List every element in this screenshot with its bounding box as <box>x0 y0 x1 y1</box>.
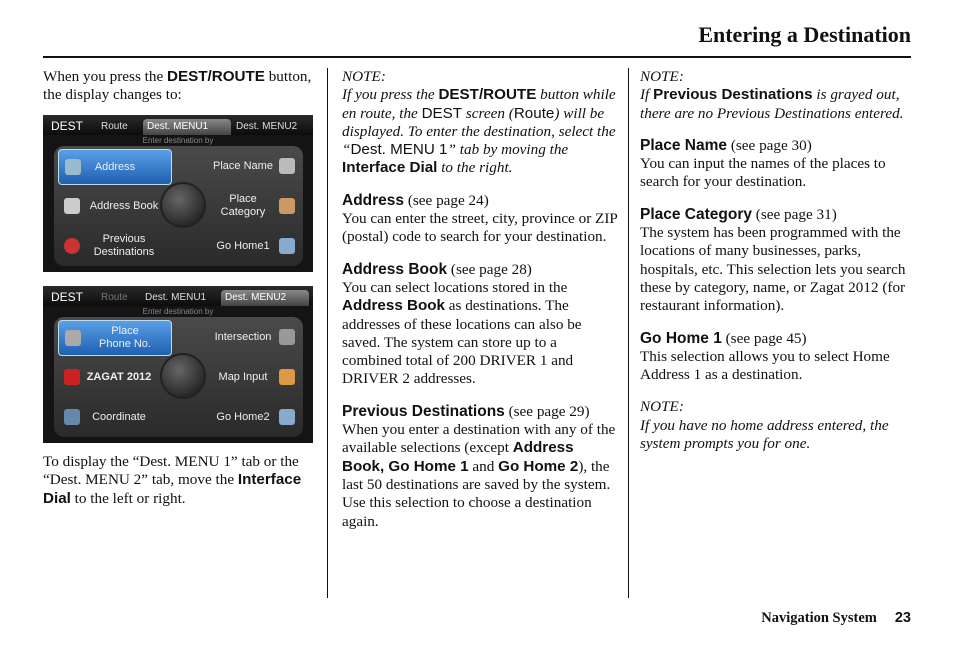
book-icon <box>64 198 80 214</box>
zagat-icon <box>64 369 80 385</box>
search-icon <box>279 158 295 174</box>
column-divider <box>327 68 328 598</box>
note2-text: If you have no home address entered, the system prompts you for one. <box>640 416 889 453</box>
page-title: Entering a Destination <box>698 22 911 47</box>
place-phone-button: Place Phone No. <box>58 320 172 356</box>
intro-text: When you press the DEST/ROUTE button, the display changes to: <box>43 68 312 104</box>
column-2 <box>342 68 618 531</box>
zagat-button: ZAGAT 2012 <box>58 360 170 394</box>
previous-destinations-text: When you enter a destination with any of the available selections (except Address Book, Go Home 1 and Go Home 2), the last 50 destinations are saved by the system. Use this selection to choose a destination again. <box>342 421 616 530</box>
tab-dest-menu2: Dest. MENU2 <box>221 290 309 306</box>
note-label: NOTE: <box>640 68 684 85</box>
map-input-button: Map Input <box>187 360 299 394</box>
home-icon <box>279 238 295 254</box>
place-name-text: You can input the names of the places to search for your destination. <box>640 155 886 191</box>
coordinate-button: Coordinate <box>58 400 170 434</box>
column-1 <box>43 68 315 105</box>
tab-dest-menu1: Dest. MENU1 <box>145 292 207 303</box>
map-icon <box>279 369 295 385</box>
note-label: NOTE: <box>342 68 386 85</box>
category-icon <box>279 198 295 214</box>
phone-keypad-icon <box>65 330 81 346</box>
magnifier-icon <box>65 159 81 175</box>
place-category-heading: Place Category (see page 31) <box>640 205 837 223</box>
tab-dest-menu2: Dest. MENU2 <box>236 121 298 132</box>
intersection-button: Intersection <box>187 320 299 354</box>
globe-icon <box>64 409 80 425</box>
previous-destinations-button: Previous Destinations <box>58 229 170 263</box>
go-home-text: This selection allows you to select Home Address 1 as a destination. <box>640 347 890 384</box>
place-category-text: The system has been programmed with the locations of many businesses, parks, hospitals, etc. This selection lets you search these by category, name, or Zagat 2012 (for restaurant information). <box>640 224 906 315</box>
note2-label: NOTE: <box>640 398 684 416</box>
place-category-button: Place Category <box>187 189 299 223</box>
screen-dest-menu2 <box>43 286 313 443</box>
screen-dest-menu1 <box>43 115 313 272</box>
page-number: 23 <box>894 610 911 626</box>
go-home1-button: Go Home1 <box>187 229 299 263</box>
screen-subtitle: Enter destination by <box>142 307 214 316</box>
address-book-button: Address Book <box>58 189 170 223</box>
tab-route: Route <box>101 121 128 132</box>
address-heading: Address (see page 24) <box>342 191 489 209</box>
address-book-heading: Address Book (see page 28) <box>342 260 532 278</box>
column-divider <box>628 68 629 598</box>
address-book-text: You can select locations stored in the Address Book as destinations. The addresses of these locations can also be saved. The system can store up to a combined total of 200 DRIVER 1 and DRIVER 2 addresses. <box>342 278 582 388</box>
display-text: To display the “Dest. MENU 1” tab or the “Dest. MENU 2” tab, move the Interface Dial to the left or right. <box>43 453 302 507</box>
tab-dest-menu1: Dest. MENU1 <box>143 119 231 135</box>
home-icon <box>279 409 295 425</box>
address-text: You can enter the street, city, province or ZIP (postal) code to search for your destination. <box>342 210 618 246</box>
note-text: If you press the DEST/ROUTE button while en route, the DEST screen (Route) will be displayed. To enter the destination, select the “Dest. MENU 1” tab by moving the Interface Dial to the right. <box>342 86 616 177</box>
pin-icon <box>64 238 80 254</box>
note-text: If Previous Destinations is grayed out, there are no Previous Destinations entered. <box>640 86 904 122</box>
interface-dial-icon <box>160 182 206 228</box>
screen-subtitle: Enter destination by <box>142 136 214 145</box>
intersection-icon <box>279 329 295 345</box>
place-name-button: Place Name <box>187 149 299 183</box>
display-instructions <box>43 453 315 508</box>
place-name-heading: Place Name (see page 30) <box>640 136 812 154</box>
dest-label: DEST <box>51 290 84 304</box>
go-home2-button: Go Home2 <box>187 400 299 434</box>
address-button: Address <box>58 149 172 185</box>
footer-label: Navigation System <box>761 610 877 626</box>
dest-label: DEST <box>51 119 84 133</box>
previous-destinations-heading: Previous Destinations (see page 29) <box>342 402 590 420</box>
tab-route: Route <box>101 292 128 303</box>
header-rule <box>43 56 911 58</box>
menu-panel <box>54 146 303 266</box>
interface-dial-icon <box>160 353 206 399</box>
page-footer <box>761 610 911 627</box>
column-3 <box>640 68 912 453</box>
go-home-heading: Go Home 1 (see page 45) <box>640 329 807 347</box>
menu-panel <box>54 317 303 437</box>
